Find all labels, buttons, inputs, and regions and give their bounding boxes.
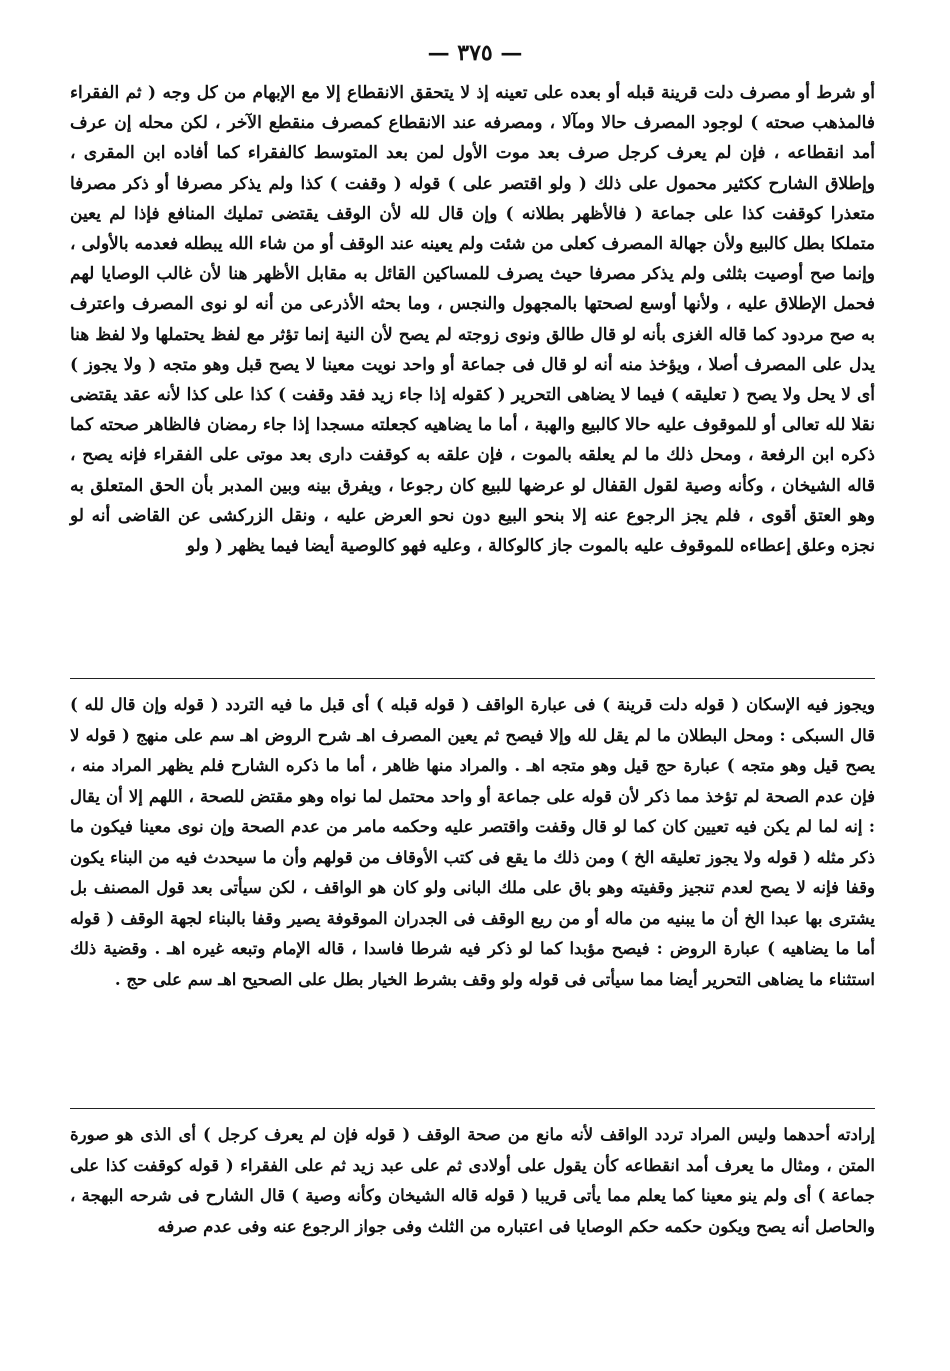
footnote-divider — [70, 678, 875, 679]
footnote-paragraph-1: ويجوز فيه الإسكان ( قوله دلت قرينة ) فى عبارة الواقف ( قوله قبله ) أى قبل ما فيه التردد ( قوله وإن قال لله ) قال السبكى : ومحل البطلان ما لم يقل لله وإلا فيصح ثم يعين المصرف اهـ شرح الروض اهـ سم على منهج ( قوله لا يصح قيل وهو متجه ) عبارة حج قيل وهو متجه اهـ . والمراد منها ظاهر ، أما ما ذكره الشارح فلم يظهر المراد منه ، فإن عدم الصحة لم تؤخذ مما ذكر لأن قوله على جماعة أو واحد محتمل لما نواه وهو مقتض للصحة ، اللهم إلا أن يقال : إنه لما لم يكن فيه تعيين كان كما لو قال وقفت واقتصر عليه وحكمه مامر من عدم الصحة وإن نوى معينا فيكون ما ذكر مثله ( قوله ولا يجوز تعليقه الخ ) ومن ذلك ما يقع فى كتب الأوقاف من قولهم وأن ما سيحدث فيه من البناء يكون وقفا فإنه لا يصح لعدم تنجيز وقفيته وهو باق على ملك البانى ولو كان هو الواقف ، لكن سيأتى بعد قول المصنف بل يشترى بها عبدا الخ أن ما يبنيه من ماله أو من ريع الوقف فى الجدران الموقوفة يصير وقفا بالبناء لجهة الوقف ( قوله أما ما يضاهيه ) عبارة الروض : فيصح مؤبدا كما لو ذكر فيه شرطا فاسدا ، قاله الإمام وتبعه غيره اهـ . وقضية ذلك استثناء ما يضاهى التحرير أيضا مما سيأتى فى قوله ولو وقف بشرط الخيار بطل على الصحيح اهـ سم على حج . — [70, 695, 875, 989]
footnote-block-1 — [70, 690, 875, 995]
footnote-divider-2 — [70, 1108, 875, 1109]
main-text — [70, 78, 875, 561]
footnote-paragraph-2: إرادته أحدهما وليس المراد تردد الواقف لأنه مانع من صحة الوقف ( قوله فإن لم يعرف كرجل ) أى الذى هو صورة المتن ، ومثال ما يعرف أمد انقطاعه كأن يقول على أولادى ثم على عبد زيد ثم على الفقراء ( قوله كوقفت كذا على جماعة ) أى ولم ينو معينا كما يعلم مما يأتى قريبا ( قوله قاله الشيخان وكأنه وصية ) قال الشارح فى شرحه البهجة ، والحاصل أنه يصح ويكون حكمه حكم الوصايا فى اعتباره من الثلث وفى جواز الرجوع عنه وفى عدم صرفه — [70, 1125, 875, 1236]
page-number: — ٣٧٥ — — [427, 40, 523, 66]
main-paragraph: أو شرط أو مصرف دلت قرينة قبله أو بعده على تعينه إذ لا يتحقق الانقطاع إلا مع الإبهام من كل وجه ( ثم الفقراء فالمذهب صحته ) لوجود المصرف حالا ومآلا ، ومصرفه عند الانقطاع كمصرف منقطع الآخر ، لكن محله إن عرف أمد انقطاعه ، فإن لم يعرف كرجل صرف بعد موت الأول لمن بعد المتوسط كالفقراء كما أفاده ابن المقرى ، وإطلاق الشارح ككثير محمول على ذلك ( ولو اقتصر على ) قوله ( وقفت ) كذا ولم يذكر مصرفا أو ذكر مصرفا متعذرا كوقفت كذا على جماعة ( فالأظهر بطلانه ) وإن قال لله لأن الوقف يقتضى تمليك المنافع فإذا لم يعين متملكا بطل كالبيع ولأن جهالة المصرف كعلى من شئت ولم يعينه عند الوقف أو من شاء الله يبطله فعدمه بالأولى ، وإنما صح أوصيت بثلثى ولم يذكر مصرفا حيث يصرف للمساكين القائل به مقابل الأظهر هنا لأن غالب الوصايا لهم فحمل الإطلاق عليه ، ولأنها أوسع لصحتها بالمجهول والنجس ، وما بحثه الأذرعى من أنه لو نوى المصرف واعترف به صح مردود كما قاله الغزى بأنه لو قال طالق ونوى زوجته لم يصح لأن النية إنما تؤثر مع لفظ يحتملها ولا لفظ هنا يدل على المصرف أصلا ، ويؤخذ منه أنه لو قال فى جماعة أو واحد نويت معينا لا يصح قبل وهو متجه ( ولا يجوز ) أى لا يحل ولا يصح ( تعليقه ) فيما لا يضاهى التحرير ( كقوله إذا جاء زيد فقد وقفت ) كذا على كذا لأنه عقد يقتضى نقلا لله تعالى أو للموقوف عليه حالا كالبيع والهبة ، أما ما يضاهيه كجعلته مسجدا إذا جاء رمضان فالظاهر صحته كما ذكره ابن الرفعة ، ومحل ذلك ما لم يعلقه بالموت ، فإن علقه به كوقفت دارى بعد موتى على الفقراء فإنه يصح ، قاله الشيخان ، وكأنه وصية لقول القفال لو عرضها للبيع كان رجوعا ، ويفرق بينه وبين المدبر بأن الحق المتعلق به وهو العتق أقوى ، فلم يجز الرجوع عنه إلا بنحو البيع دون نحو العرض عليه ، ونقل الزركشى عن القاضى أنه لو نجزه وعلق إعطاءه للموقوف عليه بالموت جاز كالوكالة ، وعليه فهو كالوصية أيضا فيما يظهر ( ولو — [70, 83, 876, 557]
footnote-block-2 — [70, 1120, 875, 1242]
